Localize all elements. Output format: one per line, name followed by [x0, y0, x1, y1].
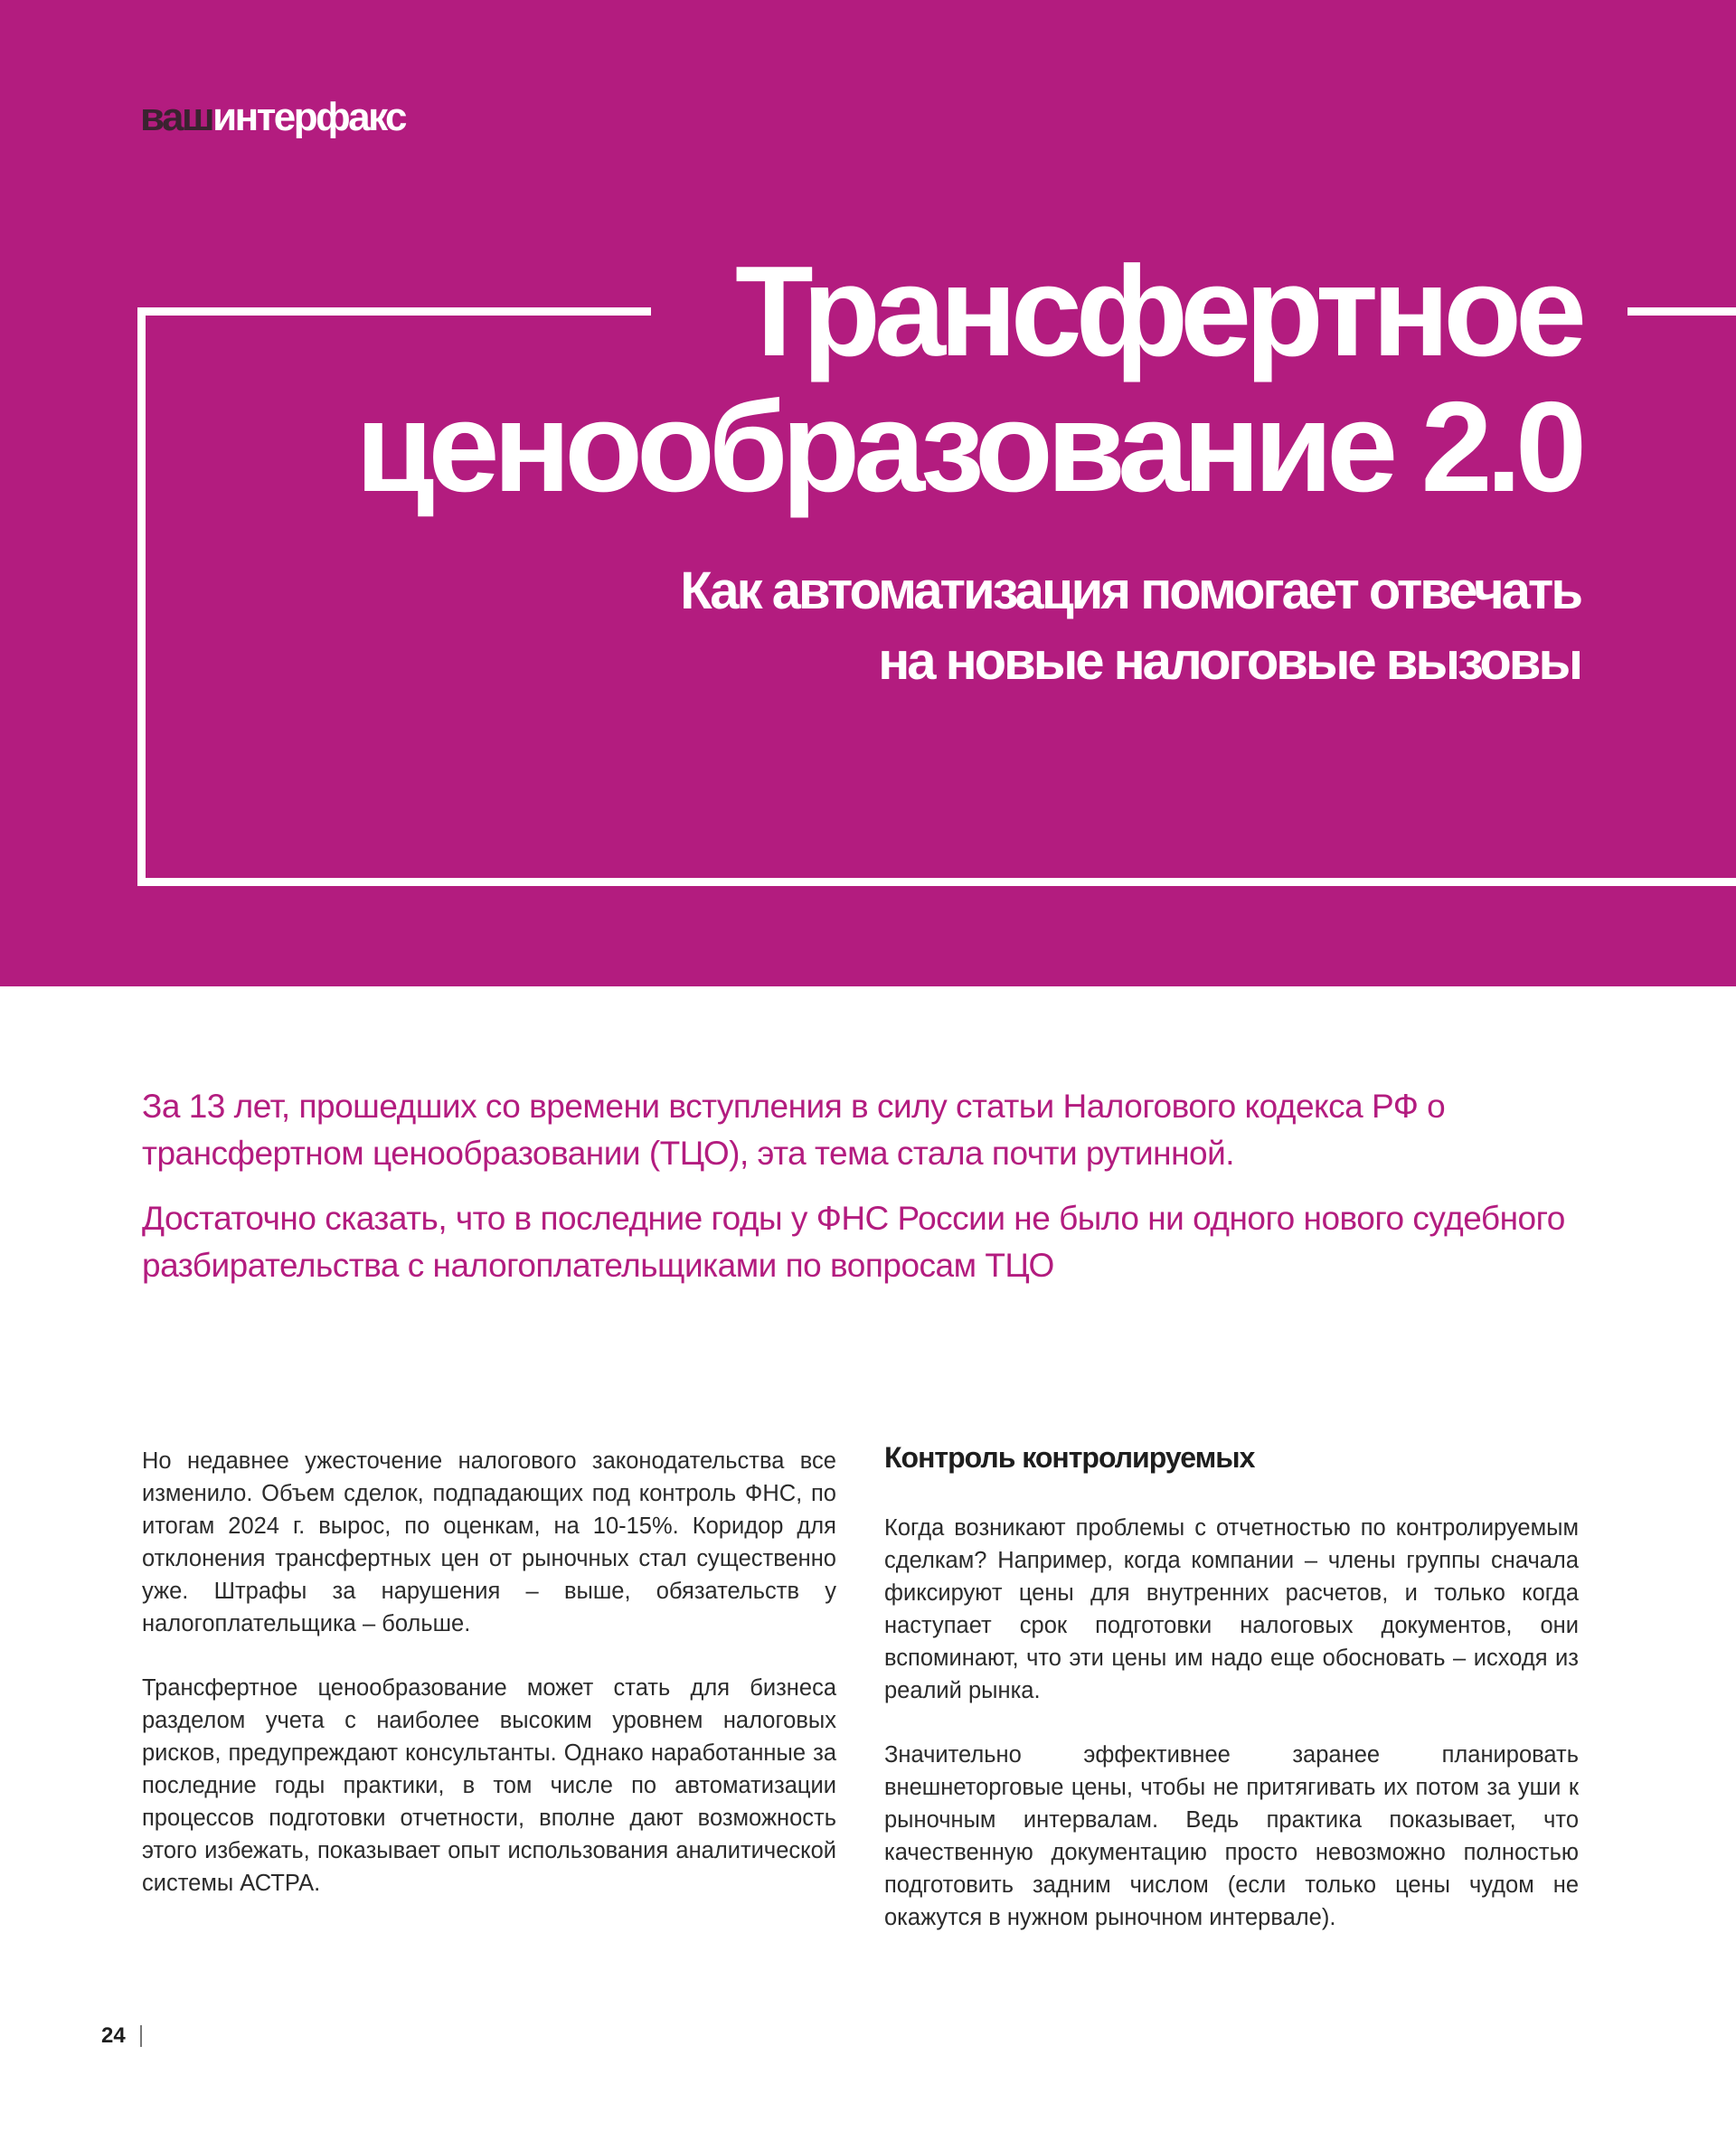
subtitle-line-1: Как автоматизация помогает отвечать [680, 561, 1580, 620]
page-title [355, 240, 1580, 519]
body-paragraph: Но недавнее ужесточение налогового законодательства все изменило. Объем сделок, подпадающих под контроль ФНС, по итогам 2024 г. вырос, по оценкам, на 10-15%. Коридор для отклонения трансфертных цен от рыночных стал существенно уже. Штрафы за нарушения – выше, обязательств у налогоплательщика – больше. [142, 1448, 836, 1636]
lead-paragraphs [142, 1083, 1598, 1307]
title-line-2: ценообразование 2.0 [355, 375, 1580, 519]
left-column [142, 1445, 836, 1931]
title-line-1: Трансфертное [734, 240, 1580, 383]
folio-divider [140, 2025, 142, 2047]
brand-logo [140, 95, 406, 139]
body-paragraph: Трансфертное ценообразование может стать для бизнеса разделом учета с наиболее высоким уровнем налоговых рисков, предупреждают консультанты. Однако наработанные за последние годы практики, в том числе по автоматизации процессов подготовки отчетности, вполне дают возможность этого избежать, показывает опыт использования аналитической системы АСТРА. [142, 1675, 836, 1896]
body-paragraph: Значительно эффективнее заранее планировать внешнеторговые цены, чтобы не притягивать их потом за уши к рыночным интервалам. Ведь практика показывает, что качественную документацию просто невозможно полностью подготовить задним числом (если только цены чудом не окажутся в нужном рыночном интервале). [884, 1742, 1579, 1930]
lead-paragraph-2: Достаточно сказать, что в последние годы у ФНС России не было ни одного нового судебного разбирательства с налогоплательщиками по вопросам ТЦО [142, 1200, 1565, 1284]
page-subtitle [680, 556, 1580, 697]
page-number: 24 [101, 2023, 126, 2048]
subtitle-line-2: на новые налоговые вызовы [878, 632, 1580, 691]
lead-paragraph-1: За 13 лет, прошедших со времени вступления в силу статьи Налогового кодекса РФ о трансфертном ценообразовании (ТЦО), эта тема стала почти рутинной. [142, 1088, 1446, 1172]
logo-suffix: интерфакс [212, 95, 406, 139]
hero-banner [0, 0, 1736, 986]
logo-prefix: ваш [140, 95, 213, 139]
right-column [884, 1439, 1579, 1966]
section-heading: Контроль контролируемых [884, 1441, 1255, 1474]
body-paragraph: Когда возникают проблемы с отчетностью по контролируемым сделкам? Например, когда компании – члены группы сначала фиксируют цены для внутренних расчетов, и только когда наступает срок подготовки налоговых документов, они вспоминают, что эти цены им надо еще обосновать – исходя из реалий рынка. [884, 1515, 1579, 1703]
